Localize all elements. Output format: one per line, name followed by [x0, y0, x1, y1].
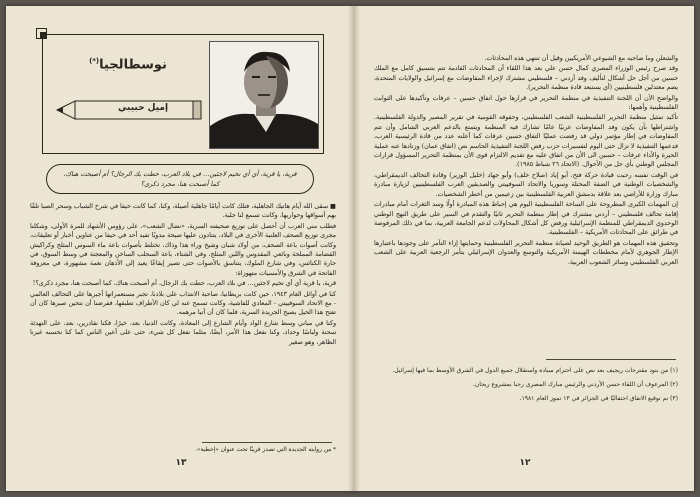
paragraph: والواضح الآن أن اللجنة التنفيذية في منظمة التحرير في قرارها حول اتفاق حسين – عرفات وتأكيدها على الثوابت الفلسطينية وأهمها:	[374, 94, 678, 112]
paragraph: إن المهمات الكبرى المطروحة على الساحة الفلسطينية اليوم هي إحباط هذه المبادرة أولًا وسد الثغرات أمام مبادرات إقامة تحالف فلسطيني – أردني مشترك في إطار منظمة التحرير ثانيًا والتقدم في السير على طريق النهج الوطني الوحدوي الديمقراطي للمنظمة الإسرائيلية ورفض كل أشكال المحاولات لدعم الجامعة العربية، بما في ذلك المرفوضة في طرائق على المحادثات الأمريكية – الفلسطينية.	[374, 201, 678, 237]
right-page	[364, 6, 686, 491]
paragraph: فطلب مني العرب أن أحصل على توزيع صحيفته السرية، «نضال الشعب»، على رؤوس الأشهاد للمرة الأولى، وشكلنا مجرى توزيع الصحف العلنية الأخرى في البلاد، يتنادون عليها صيحة مدويًا تفيد أحد في حيفا من عناوين أخبار أو تعليقات، وكانت أصوات باعة الصحف، من أولاد شبان وشيخ وراء هذا وذاك، تختلط بأصوات باعة ماء السوس المثلج وكراكيش القضامة المملحة وبائعي المقدوس واللبن المثلج، وفي الشتاء، باعة السحلب الساخن والمعجنة في وسط السوق، في حارة الكنائس، وفي شارع الملوك، يتناسق بالأصوات حتى تصير إيقاعًا يعيد إلى الأذهان نغمة مشهورة، في معزوفة الفاتحة في الشرق والأمسيات متهوزاة:	[30, 222, 336, 277]
footnote-rule	[202, 442, 332, 443]
footnote: (٢) المرعوف أن اللقاء حسن الأردني والرئيس مبارك المصري رحبا بمشروع ريجان.	[472, 381, 678, 388]
book-spread	[6, 6, 694, 491]
footnote: (٣) تم توقيع الاتفاق احتفاليًا في الجزائر في ١٣ تموز العام ١٩٨١.	[519, 395, 678, 402]
paragraph: في الوقت نفسه رحبت قيادة حركة فتح، أبو إياد (صلاح خلف) وأبو جهاد (خليل الوزير) وقادة التحالف الديمقراطي، والشخصيات الوطنية في الضفة المحتلة وسوريا والاتحاد السوفييتي والصديقين العرب الفلسطينيين لزيارة مبادرة مبارك وزارة للأراضي بعد علاقة بدمشق العربية الفلسطينية بين زعيمين من أخطر الشخصيات.	[374, 171, 678, 198]
footnote: * من روايته الجديدة التي تصدر قريبًا تحت عنوان «إخطية».	[195, 447, 336, 453]
page-number: ١٣	[175, 458, 187, 468]
paragraph: والشعلن وما صاحبه مع الشيوعي الأمريكيين وقيل أن تنتهي هذه المحادثات.	[484, 55, 678, 62]
paragraph: قرية، يا قرية أي أي تخيم لاجئين… في بلاد العرب، حطت بك الرجال، أم أصبحت هناك، كما أصبحت هنا، مجرد ذكرى؟!	[32, 280, 336, 288]
footnote: (١) من بنود مقترحات ريجيف بعد نص على احترام سيادة واستقلال جميع الدول في الشرق الأوسط بما فيها إسرائيل.	[392, 367, 678, 374]
corner-ornament-inner	[40, 32, 47, 39]
paragraph: تأكيد تمثيل منظمة التحرير الفلسطينية الشعب الفلسطيني، وحقوقه القومية في تقرير المصير والدولة الفلسطينية. واشتراطها بأن يكون وفد المفاوضات عربيًا عامًا تشارك فيه المنظمة ويتمتع بالدعم العربي الشامل وأن تتم المفاوضات في إطار مؤتمر دولي قد رفضت عمليًا التفاق حسين عرفات كما أعلنه عدد من قادة الرئيسية العرب، فدعمها التنفيذية لا تزال حتى اليوم لتفسيرات حزب رفض اللجنة التنفيذية الحاسم نص (اتفاق عمان) وزنادها عنه عملية الحيرة والأداء عرفات – حسين الى الأن من اتفاق عليه مع تقديم الالتزام قوى الأن بمنظمة التحرير المسؤول قرارات المجلس الوطني بأي حل من الأحوال. (الاتحاد ٢٦ شباط ١٩٨٥).	[374, 114, 678, 169]
paragraph: وقد صرح رئيس الوزراء المصري كمال حسن علي بعد هذا اللقاء أن المحادثات القادمة تتم بتنسيق كامل مع الملك حسين من أجل حل أشكال لتأليف وفد أردني – فلسطيني مشترك لإجراء المفاوضات مع إسرائيل والولايات المتحدة، يضم معتدلين فلسطينيين (أي يستبعد قادة منظمة التحرير).	[374, 65, 678, 92]
article-body	[374, 54, 678, 268]
paragraph: كنا في أوائل العام ١٩٤٣، حين كانت بريطانيا، صاحبة الانتداب على بلادنا، تجبر مستعمراتها أجبرها على التحالف العالمي - مع الاتحاد السوفييتي - المعادي للفاشية، وكانت تسمح عنه لي كان الأطراف تطبقها، ففرضنا أن نتحين صبرها كان أن تفتح هذا الحيل يصيح الجريدة السرية، فلما كان أن أتيا مرهمه.	[30, 290, 336, 317]
author-photo	[209, 41, 319, 149]
paragraph: وتحقيق هذه المهمات هو الطريق الوحيد لصيانة منظمة التحرير الفلسطينية وحمايتها إزاء التآمر على وجودها باعتبارها الإطار الجوهري لأمام مخططات الهيمنة الأمريكية والتوسع والعدوان الإسرائيلي بتأمر الرجعية العربية على الشعب العربي الفلسطيني وسائر الشعوب العربية.	[374, 239, 678, 266]
book-gutter	[348, 6, 360, 491]
left-page	[16, 6, 346, 491]
footnotes	[374, 366, 678, 408]
article-body	[30, 202, 336, 348]
page-number: ١٢	[519, 458, 531, 468]
paragraph: وكنا في مباني وسط شارع الواد وأيام الشارع إلى المعادة، وكانت الدنيا، بعد، خيرًا، فكنا نقادرين، بعد، على التهدئة سحنة ولباسًا وحداد، وكنا نفعل هذا الأمر، أيضًا، مثلما نفعل كل شيء، حتى على أعين الناس كما كنا نحسبه غيرنا الظاهر، وهو صغير	[30, 319, 336, 346]
series-title: نوسطالجيا(*)	[89, 57, 167, 73]
article-header-box	[42, 34, 324, 154]
footnote-rule	[546, 359, 676, 360]
pencil-banner	[55, 99, 205, 121]
paragraph: ■ سقى الله أيام هاتيك الجاهلية، فتلك كانت أيامًا جاهلية أصيلة، وكنا، كما كانت حيفا في شرخ الشباب وسحر الصبا تلقًا بهم أسواقها وحواريها، وكانت تسمع لنا جلبة.	[30, 203, 336, 220]
epigraph-quote: قرية، يا قرية، أي أي تخيم لاجئين… في بلاد العرب، حطت بك الرجال؟ أم أصبحت هناك، كما أصبحت هنا، مجرد ذكرى؟	[46, 164, 314, 194]
author-name: إميل حبيبي	[117, 103, 169, 113]
portrait-image	[210, 42, 318, 148]
